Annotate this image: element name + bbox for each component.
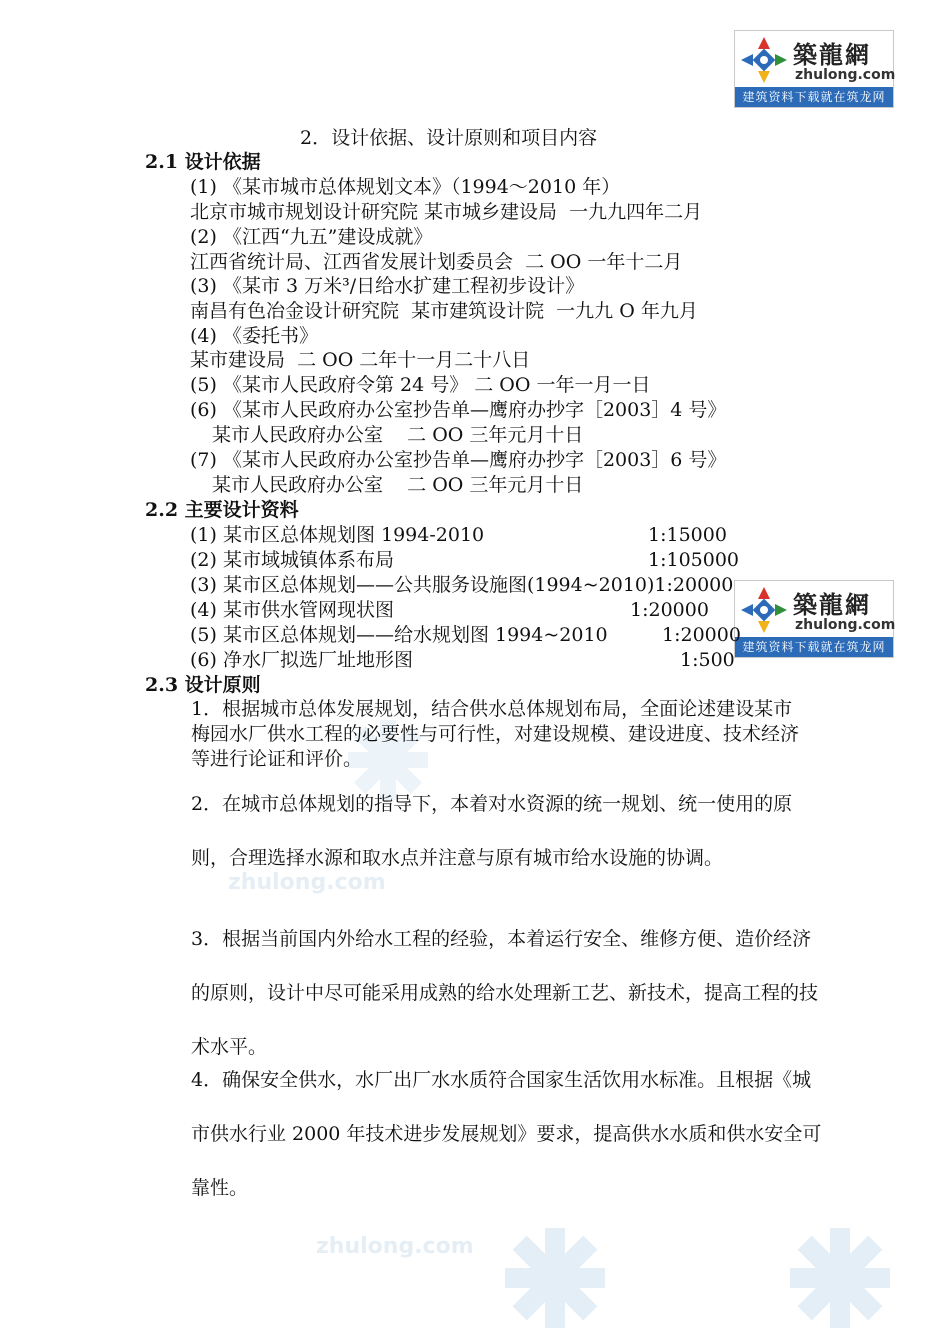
basis-line: (3) 《某市 3 万米³/日给水扩建工程初步设计》 [190,275,585,297]
watermark-text: zhulong.com [316,1234,474,1259]
material-item: (1) 某市区总体规划图 1994-2010 [190,524,485,546]
basis-line: (6) 《某市人民政府办公室抄告单—鹰府办抄字［2003］4 号》 [190,399,727,421]
principle-text: 3．根据当前国内外给水工程的经验，本着运行安全、维修方便、造价经济的原则，设计中尽可能采用成熟的给水处理新工艺、新技术，提高工程的技术水平。 [191,928,819,1058]
principle-paragraph [145,697,805,772]
material-scale: 1:15000 [648,524,727,546]
principle-paragraph [145,777,830,885]
basis-line: (1) 《某市城市总体规划文本》（1994～2010 年） [190,176,621,198]
zhulong-logo [734,30,894,108]
material-item: (2) 某市域城镇体系布局 [190,549,394,571]
watermark-snowflake-icon [790,1228,890,1328]
basis-line: 江西省统计局、江西省发展计划委员会 二 OO 一年十二月 [190,251,683,273]
zhulong-snowflake-icon [739,585,789,635]
logo-slogan: 建筑资料下载就在筑龙网 [735,87,893,107]
logo-slogan: 建筑资料下载就在筑龙网 [735,637,893,657]
basis-line: 某市人民政府办公室 二 OO 三年元月十日 [212,424,584,446]
basis-line: (7) 《某市人民政府办公室抄告单—鹰府办抄字［2003］6 号》 [190,449,727,471]
basis-line: (4) 《委托书》 [190,325,318,347]
principle-paragraph [145,1053,830,1215]
material-scale: 1:20000 [630,599,709,621]
principle-text: 4．确保安全供水，水厂出厂水水质符合国家生活饮用水标准。且根据《城市供水行业 2000 年技术进步发展规划》要求，提高供水水质和供水安全可靠性。 [191,1069,822,1199]
material-item: (6) 净水厂拟选厂址地形图 [190,649,413,671]
basis-line: (5) 《某市人民政府令第 24 号》 二 OO 一年一月一日 [190,374,651,396]
material-item: (4) 某市供水管网现状图 [190,599,394,621]
logo-name: 築龍網 [793,590,871,619]
zhulong-logo [734,580,894,658]
logo-name: 築龍網 [793,40,871,69]
logo-domain: zhulong.com [795,617,896,633]
zhulong-snowflake-icon [739,35,789,85]
principle-text: 2．在城市总体规划的指导下，本着对水资源的统一规划、统一使用的原则，合理选择水源和取水点并注意与原有城市给水设施的协调。 [191,793,793,869]
material-scale: 1:105000 [648,549,740,571]
basis-line: 某市建设局 二 OO 二年十一月二十八日 [190,349,531,371]
logo-domain: zhulong.com [795,67,896,83]
heading-2-1: 2.1 设计依据 [145,151,261,173]
material-scale: 1:20000 [662,624,741,646]
material-item: (3) 某市区总体规划——公共服务设施图(1994~2010)1:20000 [190,574,734,596]
section-title: 2．设计依据、设计原则和项目内容 [300,127,598,149]
principle-text: 1．根据城市总体发展规划，结合供水总体规划布局，全面论述建设某市梅园水厂供水工程的必要性与可行性，对建设规模、建设进度、技术经济等进行论证和评价。 [191,698,800,770]
basis-line: 北京市城市规划设计研究院 某市城乡建设局 一九九四年二月 [190,201,703,223]
heading-2-3: 2.3 设计原则 [145,674,261,696]
basis-line: (2) 《江西“九五”建设成就》 [190,226,433,248]
basis-line: 南昌有色冶金设计研究院 某市建筑设计院 一九九 O 年九月 [190,300,698,322]
watermark-snowflake-icon [505,1228,605,1328]
watermark-text: zhulong.com [228,870,386,895]
material-item: (5) 某市区总体规划——给水规划图 1994~2010 [190,624,608,646]
principle-paragraph [145,912,830,1074]
basis-line: 某市人民政府办公室 二 OO 三年元月十日 [212,474,584,496]
heading-2-2: 2.2 主要设计资料 [145,499,299,521]
material-scale: 1:500 [680,649,735,671]
